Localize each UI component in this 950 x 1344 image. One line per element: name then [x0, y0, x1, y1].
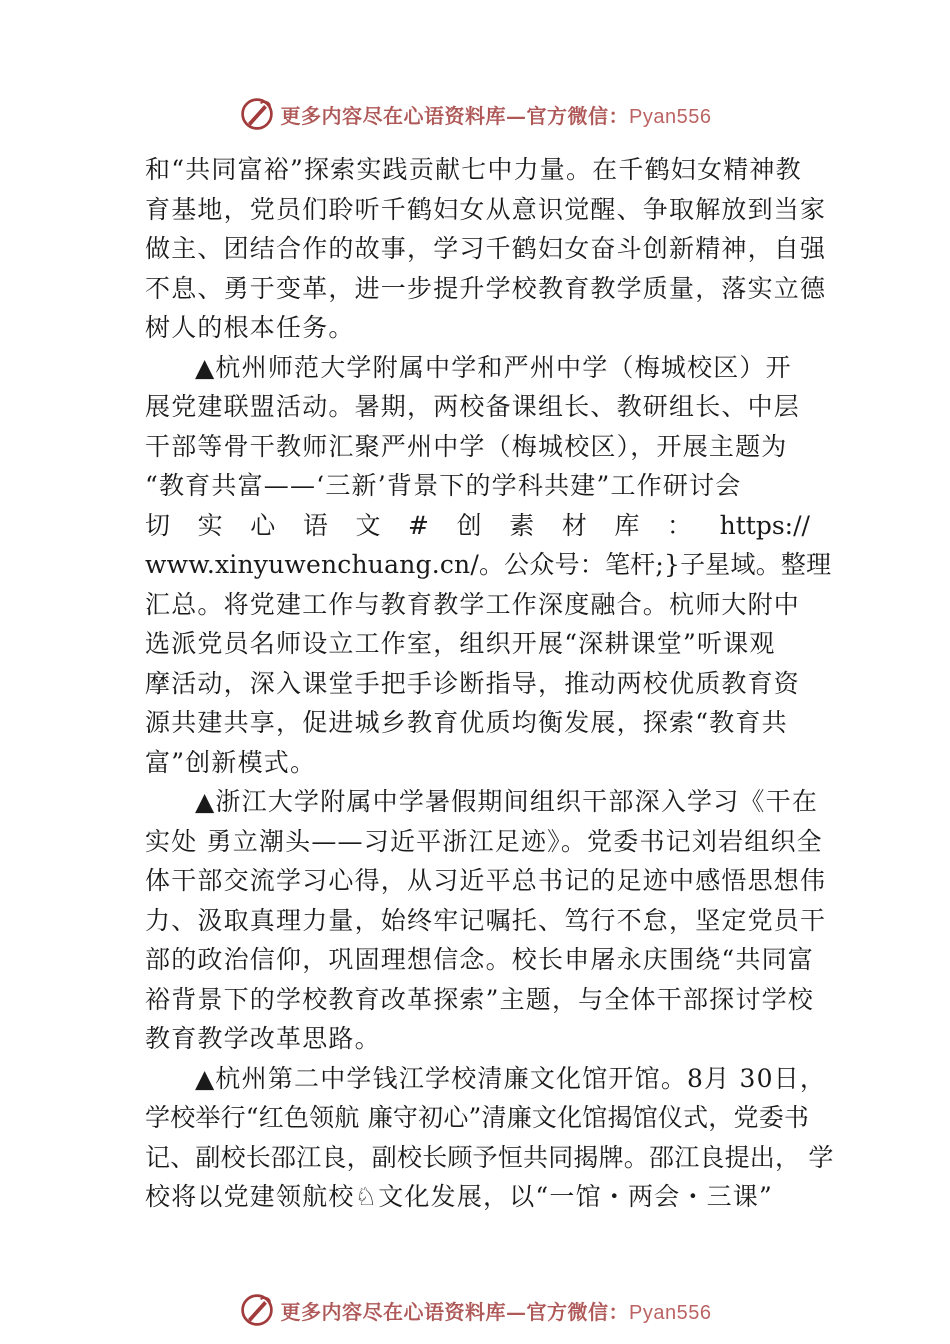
document-body [145, 150, 834, 1217]
spaced-char: # [408, 510, 429, 540]
text-line: 干部等骨干教师汇聚严州中学（梅城校区），开展主题为 [145, 431, 788, 461]
spaced-text-line [145, 506, 810, 546]
paragraph-start-line: ▲杭州第二中学钱江学校清廉文化馆开馆。8月 30日， [195, 1063, 827, 1093]
text-line: 实处 勇立潮头——习近平浙江足迹》。党委书记刘岩组织全 [145, 826, 823, 856]
text-line: www.xinyuwenchuang.cn/。公众号：笔杆;}子星域。整理 [145, 550, 832, 579]
spaced-char: ： [667, 510, 693, 540]
text-line: 不息、勇于变革，进一步提升学校教育教学质量，落实立德 [145, 273, 827, 303]
spaced-char: 心 [250, 510, 276, 540]
text-line: 教育教学改革思路。 [145, 1024, 381, 1053]
text-line: 力、汲取真理力量，始终牢记嘱托、笃行不怠，坚定党员干 [145, 905, 827, 935]
text-line: 源共建共享，促进城乡教育优质均衡发展，探索“教育共 [145, 708, 788, 737]
paragraph-start-line: ▲浙江大学附属中学暑假期间组织干部深入学习《干在 [195, 787, 819, 816]
spaced-char: 文 [355, 510, 381, 540]
spaced-char: 创 [456, 510, 482, 540]
spaced-char: 库 [614, 510, 640, 540]
text-line: “教育共富——‘三新’背景下的学科共建”工作研讨会 [145, 471, 742, 500]
text-line: 树人的根本任务。 [145, 313, 355, 342]
spaced-char: 材 [561, 510, 587, 540]
footer-banner-text: 更多内容尽在心语资料库—官方微信：Pyan556 [280, 1299, 712, 1324]
text-line: 选派党员名师设立工作室，组织开展“深耕课堂”听课观 [145, 629, 776, 658]
text-line: 育基地，党员们聆听千鹤妇女从意识觉醒、争取解放到当家 [145, 194, 827, 224]
spaced-char: 素 [509, 510, 535, 540]
text-line: 做主、团结合作的故事，学习千鹤妇女奋斗创新精神，自强 [145, 234, 827, 263]
footer-banner [0, 1288, 950, 1332]
text-line: 学校举行“红色领航 廉守初心”清廉文化馆揭馆仪式，党委书 [145, 1103, 810, 1132]
spaced-url: https:// [719, 510, 810, 540]
footer-wechat-handle: Pyan556 [629, 1301, 712, 1324]
text-line: 展党建联盟活动。暑期，两校备课组长、教研组长、中层 [145, 392, 801, 421]
text-line: 校将以党建领航校♘文化发展，以“一馆・两会・三课” [145, 1182, 773, 1211]
text-line: 裕背景下的学校教育改革探索”主题，与全体干部探讨学校 [145, 984, 814, 1014]
text-line: 部的政治信仰，巩固理想信念。校长申屠永庆围绕“共同富 [145, 945, 814, 974]
text-line: 体干部交流学习心得，从习近平总书记的足迹中感悟思想伟 [145, 866, 827, 895]
spaced-char: 实 [197, 510, 223, 540]
paragraph-start-line: ▲杭州师范大学附属中学和严州中学（梅城校区）开 [195, 352, 792, 382]
text-line: 记、副校长邵江良，副校长顾予恒共同揭牌。邵江良提出， 学 [145, 1142, 834, 1172]
text-line: 汇总。将党建工作与教育教学工作深度融合。杭师大附中 [145, 589, 801, 619]
spaced-char: 语 [302, 510, 328, 540]
text-line: 和“共同富裕”探索实践贡献七中力量。在千鹤妇女精神教 [145, 155, 802, 184]
header-wechat-handle: Pyan556 [629, 105, 712, 128]
header-banner [0, 92, 950, 136]
spaced-char: 切 [145, 510, 171, 540]
quill-logo-icon [239, 1292, 275, 1328]
header-banner-text: 更多内容尽在心语资料库—官方微信：Pyan556 [280, 103, 712, 128]
text-line: 富”创新模式。 [145, 747, 317, 777]
text-line: 摩活动，深入课堂手把手诊断指导，推动两校优质教育资 [145, 668, 801, 698]
quill-logo-icon [239, 96, 275, 132]
